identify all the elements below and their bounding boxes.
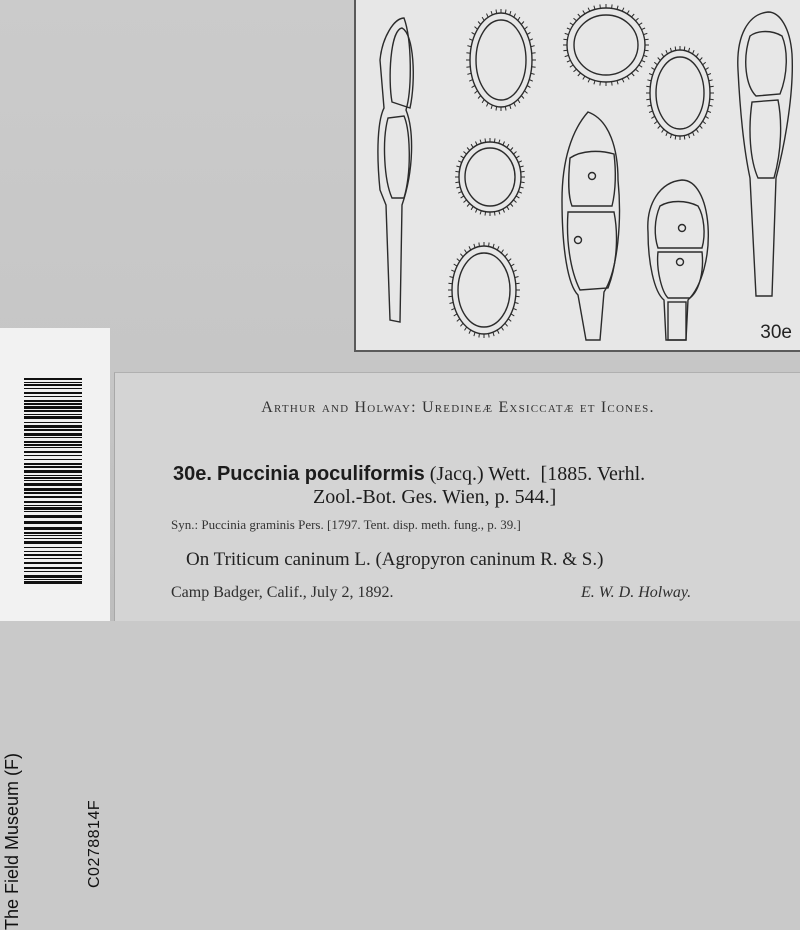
barcode-institution-text: The Field Museum (F) [2,752,22,930]
urediniospore-drawing-1 [466,9,536,111]
species-name: Puccinia poculiformis [216,463,425,485]
entry-number: 30e. [173,463,212,485]
series-title: Arthur and Holway: Uredineæ Exsiccatæ et Icones. [261,399,655,416]
teliospore-drawing-4 [738,12,793,296]
teliospore-drawing-1 [378,18,413,322]
locality-date: Camp Badger, Calif., July 2, 1892. [171,584,394,601]
taxon-line [173,463,645,486]
host-line: On Triticum caninum L. (Agropyron caninum R. & S.) [186,549,604,570]
collector-name: E. W. D. Holway. [581,584,692,601]
synonym-line: Syn.: Puccinia graminis Pers. [1797. Tent. disp. meth. fung., p. 39.] [171,517,521,532]
species-authority: (Jacq.) Wett. [429,463,531,485]
spore-drawings [356,0,800,352]
urediniospore-drawing-4 [455,138,525,216]
specimen-label [114,372,800,621]
teliospore-drawing-3 [648,180,708,340]
citation-part-1: [1885. Verhl. [540,463,646,485]
urediniospore-drawing-5 [448,242,520,338]
teliospore-drawing-2 [562,112,619,340]
urediniospore-drawing-3 [646,46,714,140]
citation-part-2: Zool.-Bot. Ges. Wien, p. 544.] [313,486,557,508]
barcode-specimen-id: C0278814F [86,799,103,888]
barcode [0,328,110,621]
urediniospore-drawing-2 [563,4,649,86]
plate-number: 30e [760,322,792,343]
barcode-label [0,328,110,930]
illustration-plate [354,0,800,352]
